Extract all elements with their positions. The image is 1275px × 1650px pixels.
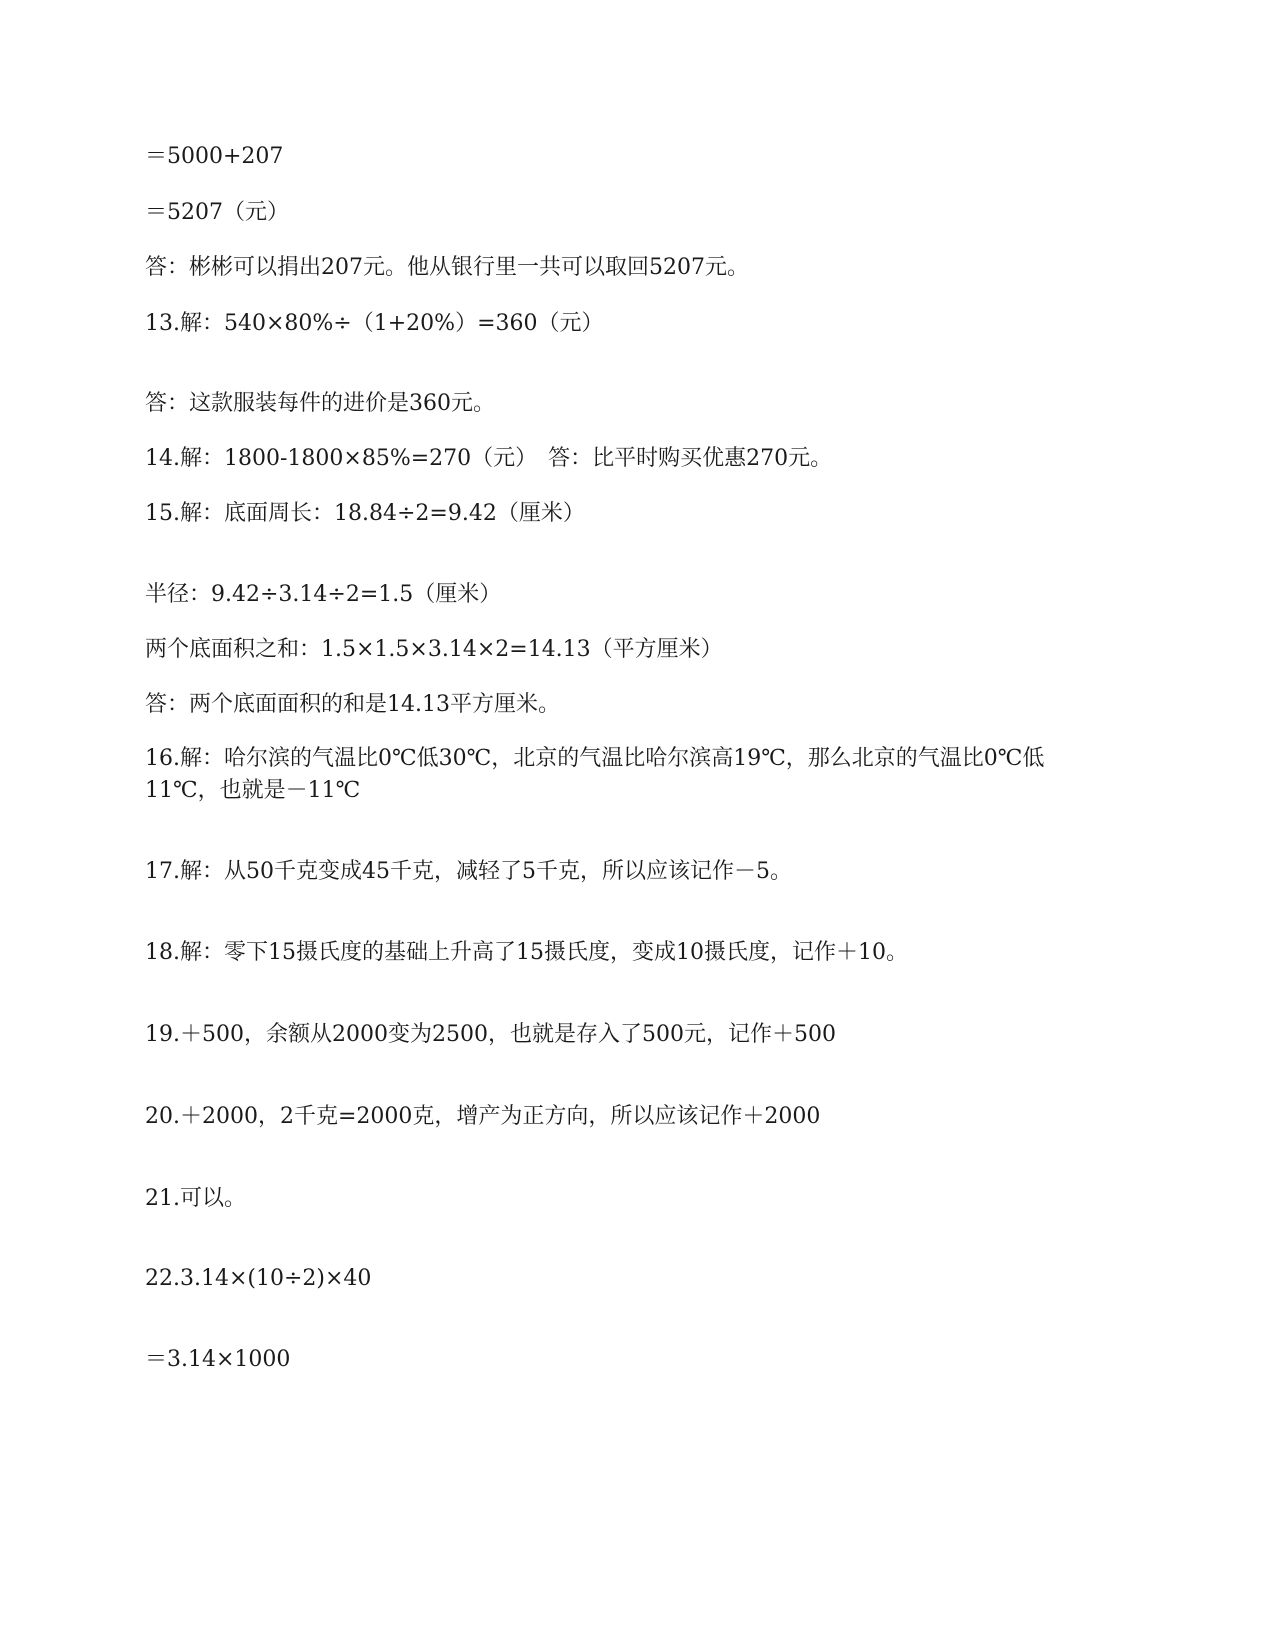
- text-line: 16.解：哈尔滨的气温比0℃低30℃，北京的气温比哈尔滨高19℃，那么北京的气温比0℃低: [145, 746, 1045, 771]
- text-line: 两个底面积之和：1.5×1.5×3.14×2=14.13（平方厘米）: [145, 637, 723, 662]
- text-line: 14.解：1800-1800×85%=270（元） 答：比平时购买优惠270元。: [145, 446, 833, 471]
- text-line: 15.解：底面周长：18.84÷2=9.42（厘米）: [145, 501, 585, 526]
- text-line: 答：彬彬可以捐出207元。他从银行里一共可以取回5207元。: [145, 255, 749, 280]
- text-line: 22.3.14×(10÷2)×40: [145, 1266, 372, 1291]
- text-line: 20.＋2000，2千克=2000克，增产为正方向，所以应该记作＋2000: [145, 1104, 821, 1129]
- text-line: 答：两个底面面积的和是14.13平方厘米。: [145, 692, 560, 717]
- text-line: ＝5207（元）: [145, 200, 289, 225]
- text-line: ＝5000+207: [145, 144, 284, 169]
- text-line: 13.解：540×80%÷（1+20%）=360（元）: [145, 311, 604, 336]
- text-line: 17.解：从50千克变成45千克，减轻了5千克，所以应该记作－5。: [145, 859, 792, 884]
- text-line: ＝3.14×1000: [145, 1347, 291, 1372]
- text-line: 18.解：零下15摄氏度的基础上升高了15摄氏度，变成10摄氏度，记作＋10。: [145, 940, 908, 965]
- text-line: 半径：9.42÷3.14÷2=1.5（厘米）: [145, 582, 502, 607]
- text-line: 19.＋500，余额从2000变为2500，也就是存入了500元，记作＋500: [145, 1022, 836, 1047]
- text-line: 11℃，也就是－11℃: [145, 778, 361, 803]
- text-line: 答：这款服装每件的进价是360元。: [145, 391, 495, 416]
- text-line: 21.可以。: [145, 1186, 246, 1211]
